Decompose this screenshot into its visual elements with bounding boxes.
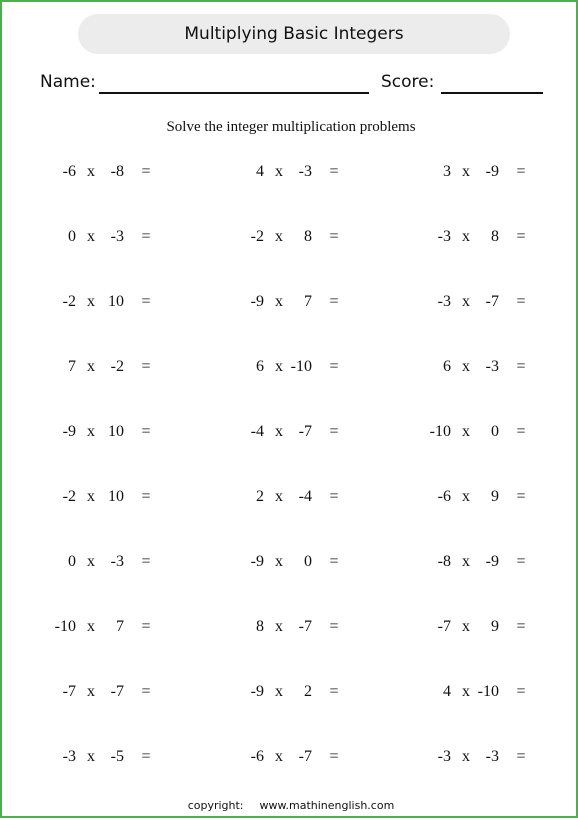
times-operator: x	[87, 163, 95, 180]
equals-sign: =	[329, 423, 339, 440]
problem-22	[46, 618, 166, 640]
times-operator: x	[87, 228, 95, 245]
times-operator: x	[462, 618, 470, 635]
first-factor: -9	[62, 423, 76, 440]
second-factor: 10	[108, 488, 124, 505]
second-factor: -8	[110, 163, 124, 180]
times-operator: x	[275, 163, 283, 180]
score-label: Score:	[381, 72, 435, 92]
first-factor: -2	[62, 293, 76, 310]
problem-grid	[2, 2, 578, 820]
first-factor: -9	[250, 553, 264, 570]
first-factor: -2	[62, 488, 76, 505]
copyright-label: copyright:	[187, 799, 244, 812]
footer	[2, 799, 578, 812]
times-operator: x	[462, 553, 470, 570]
equals-sign: =	[329, 228, 339, 245]
problem-16	[46, 488, 166, 510]
times-operator: x	[462, 293, 470, 310]
second-factor: 10	[108, 293, 124, 310]
second-factor: -7	[298, 748, 312, 765]
first-factor: -10	[54, 618, 76, 635]
first-factor: -3	[437, 293, 451, 310]
first-factor: 7	[68, 358, 76, 375]
equals-sign: =	[141, 423, 151, 440]
problem-19	[46, 553, 166, 575]
worksheet-title: Multiplying Basic Integers	[78, 14, 510, 54]
first-factor: 0	[68, 228, 76, 245]
times-operator: x	[275, 618, 283, 635]
equals-sign: =	[141, 163, 151, 180]
equals-sign: =	[141, 293, 151, 310]
times-operator: x	[462, 748, 470, 765]
problem-2	[234, 163, 354, 185]
problem-29	[234, 748, 354, 770]
times-operator: x	[462, 358, 470, 375]
first-factor: 6	[256, 358, 264, 375]
problem-20	[234, 553, 354, 575]
problem-1	[46, 163, 166, 185]
problem-17	[234, 488, 354, 510]
second-factor: 8	[491, 228, 499, 245]
second-factor: 8	[304, 228, 312, 245]
problem-10	[46, 358, 166, 380]
second-factor: -7	[110, 683, 124, 700]
times-operator: x	[275, 683, 283, 700]
problem-11	[234, 358, 354, 380]
first-factor: 3	[443, 163, 451, 180]
problem-3	[421, 163, 541, 185]
problem-6	[421, 228, 541, 250]
equals-sign: =	[516, 683, 526, 700]
first-factor: 4	[443, 683, 451, 700]
equals-sign: =	[141, 358, 151, 375]
equals-sign: =	[141, 488, 151, 505]
second-factor: -9	[485, 553, 499, 570]
first-factor: -9	[250, 293, 264, 310]
second-factor: 0	[304, 553, 312, 570]
second-factor: 7	[304, 293, 312, 310]
problem-26	[234, 683, 354, 705]
equals-sign: =	[329, 358, 339, 375]
equals-sign: =	[516, 748, 526, 765]
first-factor: -2	[250, 228, 264, 245]
times-operator: x	[87, 423, 95, 440]
second-factor: -9	[485, 163, 499, 180]
first-factor: -3	[62, 748, 76, 765]
first-factor: 8	[256, 618, 264, 635]
first-factor: 6	[443, 358, 451, 375]
equals-sign: =	[329, 618, 339, 635]
equals-sign: =	[516, 618, 526, 635]
times-operator: x	[87, 488, 95, 505]
times-operator: x	[87, 618, 95, 635]
second-factor: -5	[110, 748, 124, 765]
times-operator: x	[87, 293, 95, 310]
equals-sign: =	[329, 293, 339, 310]
times-operator: x	[87, 553, 95, 570]
equals-sign: =	[329, 683, 339, 700]
second-factor: -3	[485, 358, 499, 375]
first-factor: -6	[250, 748, 264, 765]
times-operator: x	[462, 228, 470, 245]
equals-sign: =	[329, 163, 339, 180]
problem-5	[234, 228, 354, 250]
problem-9	[421, 293, 541, 315]
equals-sign: =	[141, 748, 151, 765]
equals-sign: =	[141, 683, 151, 700]
second-factor: -7	[485, 293, 499, 310]
equals-sign: =	[141, 618, 151, 635]
problem-28	[46, 748, 166, 770]
problem-14	[234, 423, 354, 445]
times-operator: x	[275, 293, 283, 310]
second-factor: 9	[491, 618, 499, 635]
second-factor: -3	[298, 163, 312, 180]
equals-sign: =	[329, 488, 339, 505]
equals-sign: =	[516, 553, 526, 570]
first-factor: -6	[62, 163, 76, 180]
second-factor: 9	[491, 488, 499, 505]
times-operator: x	[462, 423, 470, 440]
equals-sign: =	[141, 228, 151, 245]
problem-30	[421, 748, 541, 770]
times-operator: x	[87, 683, 95, 700]
first-factor: 4	[256, 163, 264, 180]
times-operator: x	[275, 423, 283, 440]
second-factor: -10	[290, 358, 312, 375]
times-operator: x	[462, 683, 470, 700]
second-factor: -10	[477, 683, 499, 700]
times-operator: x	[87, 358, 95, 375]
times-operator: x	[275, 488, 283, 505]
first-factor: -9	[250, 683, 264, 700]
equals-sign: =	[141, 553, 151, 570]
problem-4	[46, 228, 166, 250]
equals-sign: =	[329, 748, 339, 765]
second-factor: -4	[298, 488, 312, 505]
problem-8	[234, 293, 354, 315]
equals-sign: =	[329, 553, 339, 570]
times-operator: x	[275, 358, 283, 375]
second-factor: -7	[298, 423, 312, 440]
first-factor: -8	[437, 553, 451, 570]
first-factor: 0	[68, 553, 76, 570]
first-factor: -3	[437, 228, 451, 245]
problem-27	[421, 683, 541, 705]
equals-sign: =	[516, 228, 526, 245]
second-factor: 2	[304, 683, 312, 700]
equals-sign: =	[516, 423, 526, 440]
second-factor: -3	[485, 748, 499, 765]
instructions: Solve the integer multiplication problems	[166, 119, 416, 135]
problem-25	[46, 683, 166, 705]
equals-sign: =	[516, 293, 526, 310]
times-operator: x	[275, 553, 283, 570]
equals-sign: =	[516, 163, 526, 180]
problem-23	[234, 618, 354, 640]
times-operator: x	[462, 488, 470, 505]
website-link[interactable]: www.mathinenglish.com	[259, 799, 395, 812]
second-factor: -2	[110, 358, 124, 375]
first-factor: 2	[256, 488, 264, 505]
second-factor: 10	[108, 423, 124, 440]
times-operator: x	[87, 748, 95, 765]
second-factor: -7	[298, 618, 312, 635]
times-operator: x	[275, 228, 283, 245]
first-factor: -7	[437, 618, 451, 635]
equals-sign: =	[516, 358, 526, 375]
first-factor: -3	[437, 748, 451, 765]
name-label: Name:	[40, 72, 96, 92]
first-factor: -10	[429, 423, 451, 440]
problem-7	[46, 293, 166, 315]
equals-sign: =	[516, 488, 526, 505]
second-factor: 7	[116, 618, 124, 635]
problem-12	[421, 358, 541, 380]
first-factor: -7	[62, 683, 76, 700]
first-factor: -6	[437, 488, 451, 505]
second-factor: -3	[110, 228, 124, 245]
problem-18	[421, 488, 541, 510]
problem-13	[46, 423, 166, 445]
times-operator: x	[462, 163, 470, 180]
times-operator: x	[275, 748, 283, 765]
problem-15	[421, 423, 541, 445]
problem-21	[421, 553, 541, 575]
second-factor: 0	[491, 423, 499, 440]
first-factor: -4	[250, 423, 264, 440]
problem-24	[421, 618, 541, 640]
second-factor: -3	[110, 553, 124, 570]
